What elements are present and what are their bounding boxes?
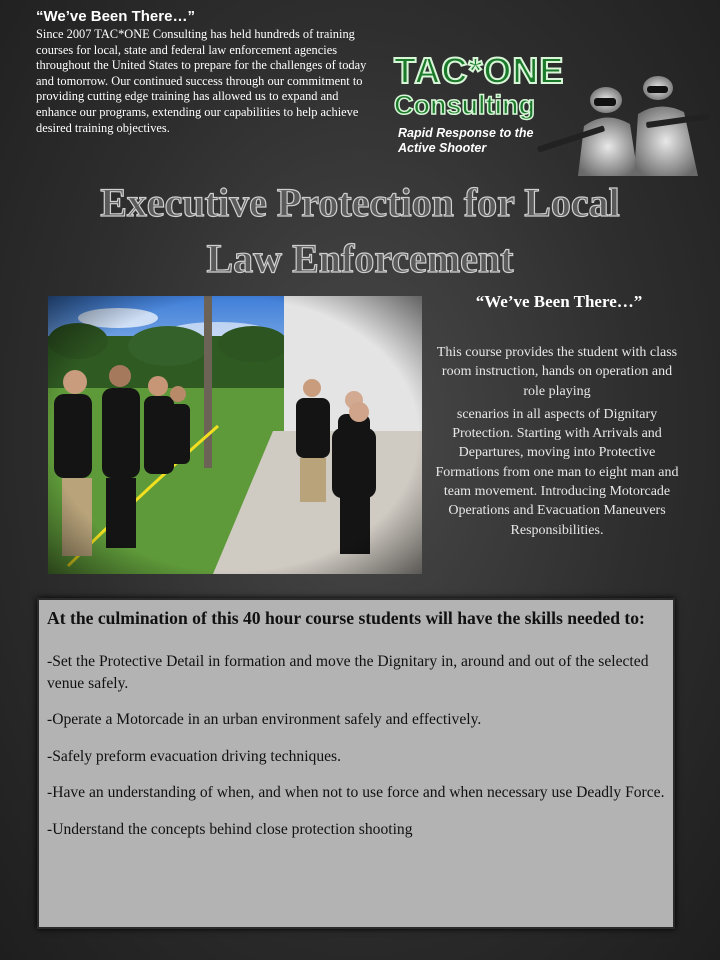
training-photo <box>48 296 422 574</box>
course-quote: “We’ve Been There…” <box>475 292 643 311</box>
logo-tagline-1: Rapid Response to the <box>398 126 534 140</box>
tactical-officers-graphic <box>526 68 716 176</box>
title-line-2: Law Enforcement <box>206 236 514 281</box>
course-description-p2: scenarios in all aspects of Dignitary Protection. Starting with Arrivals and Departures, moving into Protective Formations from one man to eight man and team movement. Introducing Motorcade Operations and Evacuation Maneuvers Responsibilities. <box>435 406 679 538</box>
logo-line-tac-one: TAC*ONE <box>394 50 565 91</box>
logo-line-consulting: Consulting <box>394 90 535 120</box>
course-description <box>432 343 682 540</box>
logo-tagline <box>398 126 533 156</box>
skill-item: -Set the Protective Detail in formation and move the Dignitary in, around and out of the selected venue safely. <box>47 653 649 692</box>
skills-list <box>47 651 665 840</box>
page-title <box>40 175 680 287</box>
skill-item: -Safely preform evacuation driving techniques. <box>47 747 342 765</box>
skill-item: -Operate a Motorcade in an urban environment safely and effectively. <box>47 711 482 728</box>
course-description-p1: This course provides the student with class room instruction, hands on operation and role playing <box>436 345 678 399</box>
tac-one-logo <box>386 48 716 176</box>
skills-heading: At the culmination of this 40 hour course students will have the skills needed to: <box>47 608 645 628</box>
intro-text: Since 2007 TAC*ONE Consulting has held hundreds of training courses for local, state and federal law enforcement agencies throughout the United States to prepare for the challenges of today and tomorrow. Our continued success through our commitment to providing cutting edge training has allowed us to expand and enhance our programs, extending our capabilities to help achieve desired training objectives. <box>36 27 367 135</box>
skill-item: -Understand the concepts behind close protection shooting <box>47 820 413 838</box>
officer-visor-2 <box>647 86 668 93</box>
intro-quote: “We’ve Been There…” <box>36 8 195 25</box>
officer-visor-1 <box>594 98 616 106</box>
skills-box <box>37 598 675 929</box>
intro-section <box>36 8 381 136</box>
title-line-1: Executive Protection for Local <box>100 180 620 225</box>
skill-item: -Have an understanding of when, and when not to use force and when necessary use Deadly Force. <box>47 784 665 801</box>
logo-tagline-2: Active Shooter <box>398 141 487 155</box>
officer-body-1 <box>578 117 638 176</box>
